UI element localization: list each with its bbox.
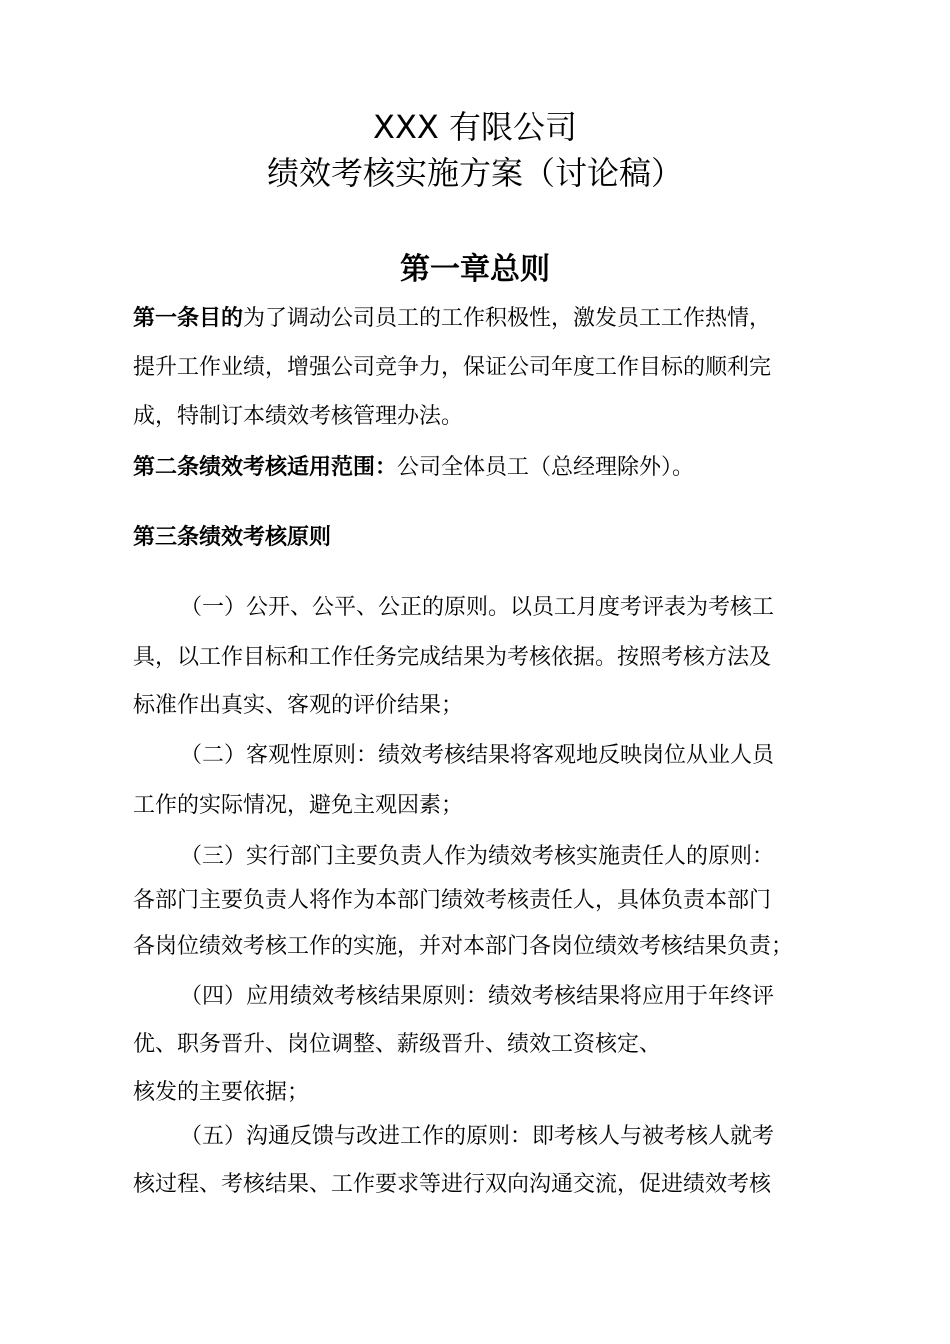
chapter-heading: 第一章总则 (400, 252, 550, 287)
principle-5-line-2: 核过程、考核结果、工作要求等进行双向沟通交流，促进绩效考核 (133, 1172, 772, 1197)
article-1-label: 第一条目的 (133, 306, 244, 331)
principle-2-line-2: 工作的实际情况，避免主观因素； (133, 793, 464, 818)
principle-4-line-1: （四）应用绩效考核结果原则：绩效考核结果将应用于年终评 (180, 984, 775, 1009)
principle-3-line-2: 各部门主要负责人将作为本部门绩效考核责任人，具体负责本部门 (133, 888, 772, 913)
principle-5-line-1: （五）沟通反馈与改进工作的原则：即考核人与被考核人就考 (180, 1124, 775, 1149)
article-1-text: 为了调动公司员工的工作积极性，激发员工工作热情， (243, 306, 772, 331)
principle-2-line-1: （二）客观性原则：绩效考核结果将客观地反映岗位从业人员 (180, 743, 775, 768)
article-2-text: 公司全体员工（总经理除外）。 (397, 455, 695, 480)
principle-4-line-3: 核发的主要依据； (133, 1080, 310, 1105)
principle-4-line-2: 优、职务晋升、岗位调整、薪级晋升、绩效工资核定、 (133, 1032, 662, 1057)
principle-1-line-2: 具，以工作目标和工作任务完成结果为考核依据。按照考核方法及 (133, 645, 772, 670)
article-3-label: 第三条绩效考核原则 (133, 525, 332, 550)
article-1-line-3: 成，特制订本绩效考核管理办法。 (133, 404, 464, 429)
document-title: 绩效考核实施方案（讨论稿） (266, 154, 683, 192)
principle-1-line-1: （一）公开、公平、公正的原则。以员工月度考评表为考核工 (180, 595, 775, 620)
principle-3-line-3: 各岗位绩效考核工作的实施，并对本部门各岗位绩效考核结果负责； (133, 934, 794, 959)
article-1-line-1 (133, 308, 771, 330)
principle-3-line-1: （三）实行部门主要负责人作为绩效考核实施责任人的原则： (180, 844, 775, 869)
article-2-label: 第二条绩效考核适用范围： (133, 455, 398, 480)
principle-1-line-3: 标准作出真实、客观的评价结果； (133, 693, 464, 718)
company-name: XXX 有限公司 (373, 108, 577, 146)
article-1-line-2: 提升工作业绩，增强公司竞争力，保证公司年度工作目标的顺利完 (133, 355, 772, 380)
article-2 (133, 457, 694, 479)
